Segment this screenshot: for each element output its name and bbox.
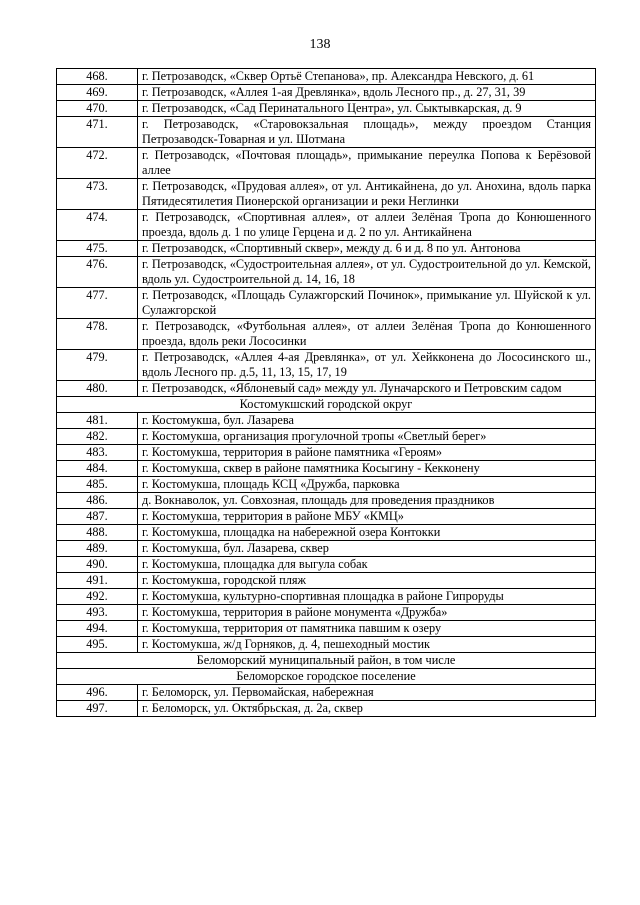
table-row: [57, 557, 596, 573]
table-row: [57, 257, 596, 288]
row-location: г. Петрозаводск, «Сквер Ортьё Степанова», пр. Александра Невского, д. 61: [138, 69, 596, 85]
section-title: Беломорский муниципальный район, в том числе: [57, 653, 596, 669]
row-location: г. Беломорск, ул. Первомайская, набережная: [138, 685, 596, 701]
row-number: 469.: [57, 85, 138, 101]
table-row: [57, 101, 596, 117]
row-number: 478.: [57, 319, 138, 350]
table-row: [57, 413, 596, 429]
row-number: 474.: [57, 210, 138, 241]
row-number: 484.: [57, 461, 138, 477]
section-title: Костомукшский городской округ: [57, 397, 596, 413]
row-location: г. Костомукша, территория в районе МБУ «КМЦ»: [138, 509, 596, 525]
table-row: [57, 148, 596, 179]
table-row: [57, 685, 596, 701]
table-row: [57, 573, 596, 589]
row-location: г. Костомукша, бул. Лазарева, сквер: [138, 541, 596, 557]
row-location: г. Костомукша, площадка для выгула собак: [138, 557, 596, 573]
row-location: г. Петрозаводск, «Спортивная аллея», от аллеи Зелёная Тропа до Конюшенного проезда, вдоль д. 1 по улице Герцена и д. 2 по ул. Антикайнена: [138, 210, 596, 241]
row-number: 482.: [57, 429, 138, 445]
row-location: г. Костомукша, культурно-спортивная площадка в районе Гипроруды: [138, 589, 596, 605]
row-number: 483.: [57, 445, 138, 461]
row-location: г. Костомукша, организация прогулочной тропы «Светлый берег»: [138, 429, 596, 445]
row-location: г. Костомукша, городской пляж: [138, 573, 596, 589]
row-number: 471.: [57, 117, 138, 148]
table-row: [57, 525, 596, 541]
row-location: г. Костомукша, ж/д Горняков, д. 4, пешеходный мостик: [138, 637, 596, 653]
row-number: 496.: [57, 685, 138, 701]
page-number: 138: [309, 37, 331, 52]
row-number: 488.: [57, 525, 138, 541]
table-row: [57, 85, 596, 101]
row-number: 492.: [57, 589, 138, 605]
table-row: [57, 288, 596, 319]
row-location: д. Вокнаволок, ул. Совхозная, площадь для проведения праздников: [138, 493, 596, 509]
table-row: [57, 605, 596, 621]
row-location: г. Беломорск, ул. Октябрьская, д. 2а, сквер: [138, 701, 596, 717]
row-location: г. Петрозаводск, «Старовокзальная площадь», между проездом Станция Петрозаводск-Товарная и ул. Шотмана: [138, 117, 596, 148]
row-location: г. Петрозаводск, «Судостроительная аллея», от ул. Судостроительной до ул. Кемской, вдоль ул. Судостроительной д. 14, 16, 18: [138, 257, 596, 288]
row-number: 476.: [57, 257, 138, 288]
row-number: 486.: [57, 493, 138, 509]
row-location: г. Костомукша, территория от памятника павшим к озеру: [138, 621, 596, 637]
row-location: г. Петрозаводск, «Почтовая площадь», примыкание переулка Попова к Берёзовой аллее: [138, 148, 596, 179]
table-row: [57, 241, 596, 257]
table-row: [57, 429, 596, 445]
table-row: [57, 461, 596, 477]
table-row: [57, 509, 596, 525]
registry-table: [56, 68, 596, 717]
row-number: 489.: [57, 541, 138, 557]
row-number: 485.: [57, 477, 138, 493]
row-location: г. Петрозаводск, «Футбольная аллея», от аллеи Зелёная Тропа до Конюшенного проезда, вдоль реки Лососинки: [138, 319, 596, 350]
row-number: 480.: [57, 381, 138, 397]
row-location: г. Петрозаводск, «Сад Перинатального Центра», ул. Сыктывкарская, д. 9: [138, 101, 596, 117]
table-row: [57, 637, 596, 653]
section-header-row: [57, 653, 596, 669]
row-number: 487.: [57, 509, 138, 525]
row-location: г. Петрозаводск, «Прудовая аллея», от ул. Антикайнена, до ул. Анохина, вдоль парка Пятидесятилетия Пионерской организации и реки Неглинки: [138, 179, 596, 210]
table-row: [57, 493, 596, 509]
row-number: 493.: [57, 605, 138, 621]
row-number: 497.: [57, 701, 138, 717]
table-row: [57, 589, 596, 605]
table-row: [57, 445, 596, 461]
row-number: 473.: [57, 179, 138, 210]
table-row: [57, 179, 596, 210]
table-body: [57, 69, 596, 717]
row-number: 477.: [57, 288, 138, 319]
row-location: г. Петрозаводск, «Спортивный сквер», между д. 6 и д. 8 по ул. Антонова: [138, 241, 596, 257]
row-location: г. Петрозаводск, «Аллея 4-ая Древлянка», от ул. Хейкконена до Лососинского ш., вдоль Лесного пр. д.5, 11, 13, 15, 17, 19: [138, 350, 596, 381]
table-row: [57, 541, 596, 557]
table-row: [57, 319, 596, 350]
row-location: г. Костомукша, территория в районе монумента «Дружба»: [138, 605, 596, 621]
row-location: г. Костомукша, площадка на набережной озера Контокки: [138, 525, 596, 541]
row-number: 490.: [57, 557, 138, 573]
section-header-row: [57, 669, 596, 685]
row-location: г. Петрозаводск, «Аллея 1-ая Древлянка», вдоль Лесного пр., д. 27, 31, 39: [138, 85, 596, 101]
table-row: [57, 621, 596, 637]
row-number: 491.: [57, 573, 138, 589]
row-number: 470.: [57, 101, 138, 117]
row-number: 472.: [57, 148, 138, 179]
table-row: [57, 350, 596, 381]
row-number: 475.: [57, 241, 138, 257]
row-number: 481.: [57, 413, 138, 429]
table-row: [57, 117, 596, 148]
row-location: г. Петрозаводск, «Яблоневый сад» между ул. Луначарского и Петровским садом: [138, 381, 596, 397]
row-location: г. Костомукша, бул. Лазарева: [138, 413, 596, 429]
row-number: 495.: [57, 637, 138, 653]
section-title: Беломорское городское поселение: [57, 669, 596, 685]
row-number: 494.: [57, 621, 138, 637]
table-row: [57, 477, 596, 493]
table-row: [57, 210, 596, 241]
section-header-row: [57, 397, 596, 413]
row-location: г. Петрозаводск, «Площадь Сулажгорский Починок», примыкание ул. Шуйской к ул. Сулажгорской: [138, 288, 596, 319]
row-location: г. Костомукша, площадь КСЦ «Дружба, парковка: [138, 477, 596, 493]
row-number: 479.: [57, 350, 138, 381]
row-location: г. Костомукша, сквер в районе памятника Косыгину - Кекконену: [138, 461, 596, 477]
table-row: [57, 381, 596, 397]
row-number: 468.: [57, 69, 138, 85]
row-location: г. Костомукша, территория в районе памятника «Героям»: [138, 445, 596, 461]
table-row: [57, 701, 596, 717]
table-row: [57, 69, 596, 85]
